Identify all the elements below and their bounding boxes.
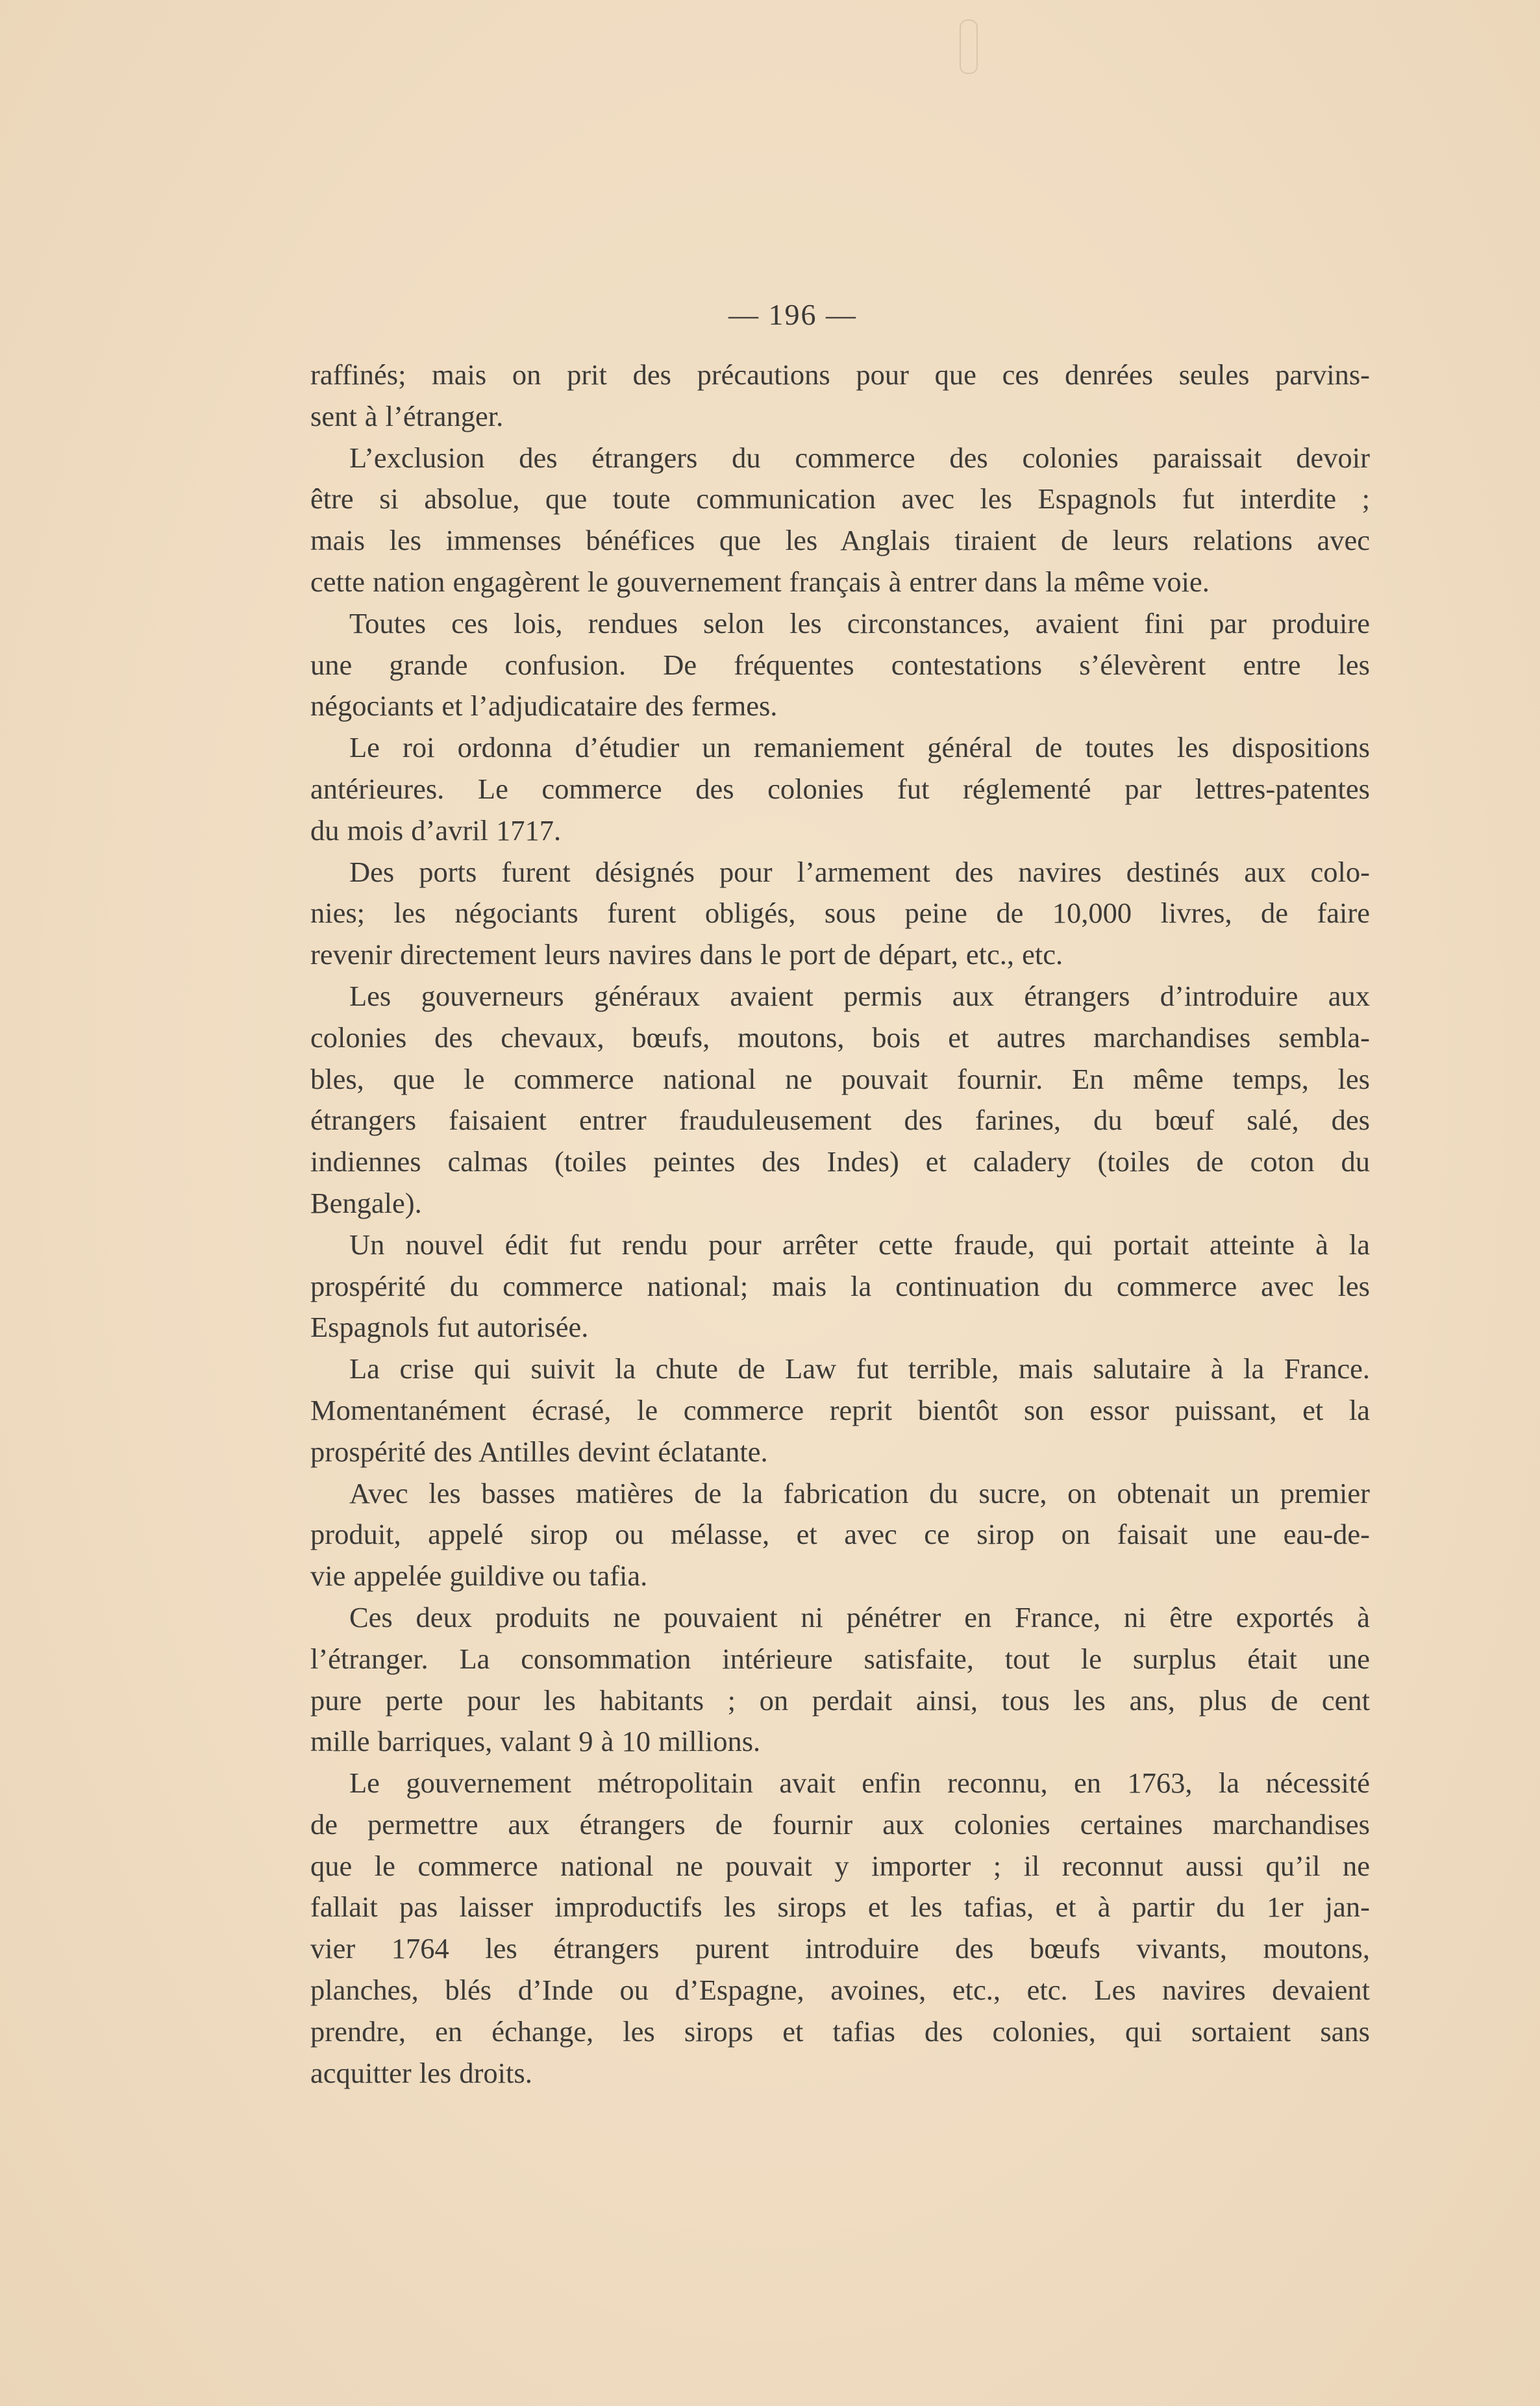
text-line: bles, que le commerce national ne pouvait fournir. En même temps, les [310, 1062, 1370, 1095]
text-line: vier 1764 les étrangers purent introduire des bœufs vivants, moutons, [310, 1932, 1370, 1965]
text-line: antérieures. Le commerce des colonies fut réglementé par lettres-patentes [310, 772, 1370, 805]
text-line: La crise qui suivit la chute de Law fut terrible, mais salutaire à la France. [349, 1352, 1370, 1385]
text-line: fallait pas laisser improductifs les sirops et les tafias, et à partir du 1er jan- [310, 1891, 1370, 1924]
text-line: raffinés; mais on prit des précautions pour que ces denrées seules parvins- [310, 358, 1370, 391]
text-line: Momentanément écrasé, le commerce reprit bientôt son essor puissant, et la [310, 1393, 1370, 1426]
text-line: L’exclusion des étrangers du commerce des colonies paraissait devoir [349, 441, 1370, 474]
page-number: — 196 — [728, 298, 857, 331]
text-line: être si absolue, que toute communication avec les Espagnols fut interdite ; [310, 482, 1370, 515]
text-line: sent à l’étranger. [310, 399, 504, 432]
paragraph [310, 1763, 1370, 2094]
text-line: Avec les basses matières de la fabrication du sucre, on obtenait un premier [349, 1476, 1370, 1509]
text-line: prospérité du commerce national; mais la continuation du commerce avec les [310, 1269, 1370, 1302]
text-line: planches, blés d’Inde ou d’Espagne, avoines, etc., etc. Les navires devaient [310, 1974, 1370, 2007]
text-line: acquitter les droits. [310, 2056, 532, 2089]
text-line: de permettre aux étrangers de fournir aux colonies certaines marchandises [310, 1807, 1370, 1841]
paragraph [310, 1597, 1370, 1763]
text-line: mais les immenses bénéfices que les Anglais tiraient de leurs relations avec [310, 524, 1370, 557]
text-line: négociants et l’adjudicataire des fermes. [310, 689, 778, 723]
text-line: nies; les négociants furent obligés, sous peine de 10,000 livres, de faire [310, 897, 1370, 930]
text-line: indiennes calmas (toiles peintes des Indes) et caladery (toiles de coton du [310, 1145, 1370, 1178]
paragraph [310, 976, 1370, 1224]
paragraph [310, 1224, 1370, 1348]
text-line: cette nation engagèrent le gouvernement français à entrer dans la même voie. [310, 565, 1210, 598]
paragraph [310, 852, 1370, 976]
paragraph [310, 438, 1370, 603]
paragraph [310, 603, 1370, 727]
text-line: une grande confusion. De fréquentes contestations s’élevèrent entre les [310, 648, 1370, 681]
paragraph [310, 1348, 1370, 1472]
text-line: mille barriques, valant 9 à 10 millions. [310, 1725, 761, 1758]
text-line: Des ports furent désignés pour l’armement des navires destinés aux colo- [349, 855, 1370, 888]
text-line: Ces deux produits ne pouvaient ni pénétrer en France, ni être exportés à [349, 1600, 1370, 1633]
text-line: vie appelée guildive ou tafia. [310, 1559, 648, 1593]
paragraph [310, 727, 1370, 851]
text-line: prendre, en échange, les sirops et tafias des colonies, qui sortaient sans [310, 2015, 1370, 2048]
text-line: l’étranger. La consommation intérieure satisfaite, tout le surplus était une [310, 1642, 1370, 1675]
paper-blemish [960, 19, 978, 74]
text-line: Un nouvel édit fut rendu pour arrêter cette fraude, qui portait atteinte à la [349, 1228, 1370, 1261]
paragraph [310, 354, 1370, 438]
text-line: Espagnols fut autorisée. [310, 1311, 589, 1344]
text-line: du mois d’avril 1717. [310, 813, 562, 847]
text-line: Le gouvernement métropolitain avait enfin reconnu, en 1763, la nécessité [349, 1767, 1370, 1800]
body-text [310, 354, 1370, 2094]
text-line: colonies des chevaux, bœufs, moutons, bois et autres marchandises sembla- [310, 1021, 1370, 1054]
text-line: Les gouverneurs généraux avaient permis aux étrangers d’introduire aux [349, 979, 1370, 1012]
text-line: étrangers faisaient entrer frauduleusement des farines, du bœuf salé, des [310, 1104, 1370, 1137]
text-line: que le commerce national ne pouvait y importer ; il reconnut aussi qu’il ne [310, 1849, 1370, 1882]
paragraph [310, 1473, 1370, 1597]
text-line: Bengale). [310, 1186, 422, 1219]
text-line: Le roi ordonna d’étudier un remaniement général de toutes les dispositions [349, 731, 1370, 764]
text-line: Toutes ces lois, rendues selon les circonstances, avaient fini par produire [349, 606, 1370, 639]
text-line: prospérité des Antilles devint éclatante. [310, 1435, 768, 1468]
text-line: produit, appelé sirop ou mélasse, et avec ce sirop on faisait une eau-de- [310, 1518, 1370, 1551]
text-line: revenir directement leurs navires dans le port de départ, etc., etc. [310, 938, 1063, 971]
text-line: pure perte pour les habitants ; on perdait ainsi, tous les ans, plus de cent [310, 1683, 1370, 1717]
